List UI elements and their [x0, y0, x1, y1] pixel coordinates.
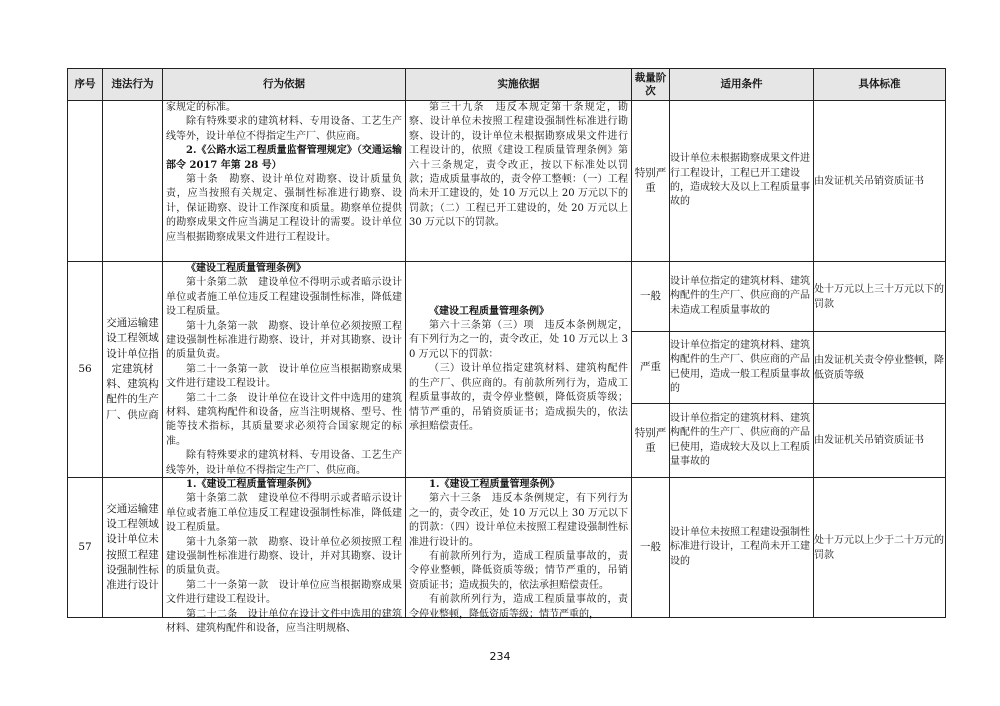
header-impl: 实施依据 [406, 69, 632, 101]
penalty-table [67, 68, 946, 635]
row57-basis-line: 第二十一条第一款 设计单位应当根据勘察成果文件进行建设工程设计。 [166, 579, 402, 606]
header-std: 具体标准 [814, 69, 946, 101]
header-basis: 行为依据 [163, 69, 406, 101]
row56-basis-law-title: 《建设工程质量管理条例》 [186, 263, 306, 274]
prev-basis-line: 第十条 勘察、设计单位对勘察、设计质量负责，应当按照有关规定、强制性标准进行勘察、设计，保证勘察、设计工作深度和质量。勘察单位提供的勘察成果文件应当满足工程设计的需要。设计单位应当根据勘察成果文件进行工程设计。 [166, 174, 402, 243]
header-act: 违法行为 [103, 69, 163, 101]
row57-impl-line: 有前款所列行为，造成工程质量事故的，责令停业整顿，降低资质等级；情节严重的，吊销资质证书；造成损失的，依法承担赔偿责任。 [409, 551, 628, 591]
row56-std-2: 由发证机关责令停业整顿，降低资质等级 [814, 332, 946, 404]
row57-impl-line: 有前款所列行为，造成工程质量事故的，责令停业整顿，降低资质等级；情节严重的， [409, 594, 628, 620]
row56-std-1: 处十万元以上三十万元以下的罚款 [814, 262, 946, 332]
page-number: 234 [489, 650, 511, 663]
row57-cond: 设计单位未按照工程建设强制性标准进行设计，工程尚未开工建设的 [670, 478, 814, 618]
table-row-continued [68, 101, 946, 262]
prev-cond: 设计单位未根据勘察成果文件进行工程设计，工程已开工建设的，造成较大及以上工程质量事故的 [670, 101, 814, 262]
prev-impl-line: 第三十九条 违反本规定第十条规定，勘察、设计单位未按照工程建设强制性标准进行勘察、设计的，设计单位未根据勘察成果文件进行工程设计的，依照《建设工程质量管理条例》第六十三条规定，责令改正，按以下标准处以罚款；造成质量事故的，责令停工整顿：（一）工程尚未开工建设的，处 10 万元以上 20 万元以下的罚款；（二）工程已开工建设的，处 20 万元以上 30 万元以下的罚款。 [409, 102, 628, 229]
row57-impl-line: 第六十三条 违反本条例规定，有下列行为之一的，责令改正，处 10 万元以上 30 万元以下的罚款：（四）设计单位未按照工程建设强制性标准进行设计的。 [409, 493, 628, 548]
prev-basis-line: 除有特殊要求的建筑材料、专用设备、工艺生产线等外，设计单位不得指定生产厂、供应商。 [166, 116, 402, 142]
row57-basis-line: 第十条第二款 建设单位不得明示或者暗示设计单位或者施工单位违反工程建设强制性标准，降低建设工程质量。 [166, 493, 402, 534]
row56-level-1: 一般 [632, 262, 670, 332]
row56-cond-1: 设计单位指定的建筑材料、建筑构配件的生产厂、供应商的产品未造成工程质量事故的 [670, 262, 814, 332]
prev-level: 特别严重 [632, 101, 670, 262]
row56-level-2: 严重 [632, 332, 670, 404]
row56-basis-line: 第二十二条 设计单位在设计文件中选用的建筑材料、建筑构配件和设备，应当注明规格、型号、性能等技术指标，其质量要求必须符合国家规定的标准。 [166, 392, 402, 447]
row56-basis-line: 除有特殊要求的建筑材料、专用设备、工艺生产线等外，设计单位不得指定生产厂、供应商。 [166, 450, 402, 476]
row56-basis-line: 第十九条第一款 勘察、设计单位必须按照工程建设强制性标准进行勘察、设计，并对其勘察、设计的质量负责。 [166, 320, 402, 361]
row56-basis-cell [163, 262, 406, 478]
row56-std-3: 由发证机关吊销资质证书 [814, 404, 946, 478]
row57-basis-line: 第二十二条 设计单位在设计文件中选用的建筑材料、建筑构配件和设备，应当注明规格、 [166, 608, 402, 635]
row56-no: 56 [68, 262, 103, 478]
row56-cond-3: 设计单位指定的建筑材料、建筑构配件的生产厂、供应商的产品已使用，造成较大及以上工程质量事故的 [670, 404, 814, 478]
prev-std: 由发证机关吊销资质证书 [814, 101, 946, 262]
row56-level-3: 特别严重 [632, 404, 670, 478]
row56-impl-law-title: 《建设工程质量管理条例》 [429, 305, 549, 317]
row56-basis-line: 第十条第二款 建设单位不得明示或者暗示设计单位或者施工单位违反工程建设强制性标准，降低建设工程质量。 [166, 277, 402, 318]
row56-impl-cell [406, 262, 632, 478]
header-level: 裁量阶次 [632, 69, 670, 101]
row57-level: 一般 [632, 478, 670, 618]
header-no: 序号 [68, 69, 103, 101]
prev-impl-cell [406, 101, 632, 262]
row57-basis-cell [163, 478, 406, 635]
table-row-57 [68, 478, 946, 618]
row56-impl-line: （三）设计单位指定建筑材料、建筑构配件的生产厂、供应商的。有前款所列行为，造成工程质量事故的，责令停业整顿，降低资质等级；情节严重的，吊销资质证书；造成损失的，依法承担赔偿责任。 [409, 363, 628, 432]
row57-no: 57 [68, 478, 103, 618]
row56-basis-line: 第二十一条第一款 设计单位应当根据勘察成果文件进行建设工程设计。 [166, 363, 402, 390]
row57-impl-law-title: 1.《建设工程质量管理条例》 [429, 479, 560, 490]
row56-cond-2: 设计单位指定的建筑材料、建筑构配件的生产厂、供应商的产品已使用，造成一般工程质量事故的 [670, 332, 814, 404]
row56-impl-line: 第六十三条第（三）项 违反本条例规定，有下列行为之一的，责令改正，处 10 万元以上 30 万元以下的罚款： [409, 320, 628, 360]
table-row-56 [68, 262, 946, 332]
header-cond: 适用条件 [670, 69, 814, 101]
prev-basis-cell [163, 101, 406, 262]
row57-impl-cell [406, 478, 632, 618]
row57-act: 交通运输建设工程领域设计单位未按照工程建设强制性标准进行设计 [103, 478, 163, 618]
header-row [68, 69, 946, 101]
row57-basis-law-title: 1.《建设工程质量管理条例》 [186, 479, 317, 490]
row57-std: 处十万元以上少于二十万元的罚款 [814, 478, 946, 618]
row57-basis-line: 第十九条第一款 勘察、设计单位必须按照工程建设强制性标准进行勘察、设计，并对其勘察、设计的质量负责。 [166, 536, 402, 577]
prev-no-cell [68, 101, 103, 262]
row56-act: 交通运输建设工程领域设计单位指定建筑材料、建筑构配件的生产厂、供应商 [103, 262, 163, 478]
prev-basis-line: 家规定的标准。 [166, 102, 236, 113]
prev-act-cell [103, 101, 163, 262]
prev-basis-law-title: 2.《公路水运工程质量监督管理规定》（交通运输部令 2017 年第 28 号） [166, 145, 402, 171]
